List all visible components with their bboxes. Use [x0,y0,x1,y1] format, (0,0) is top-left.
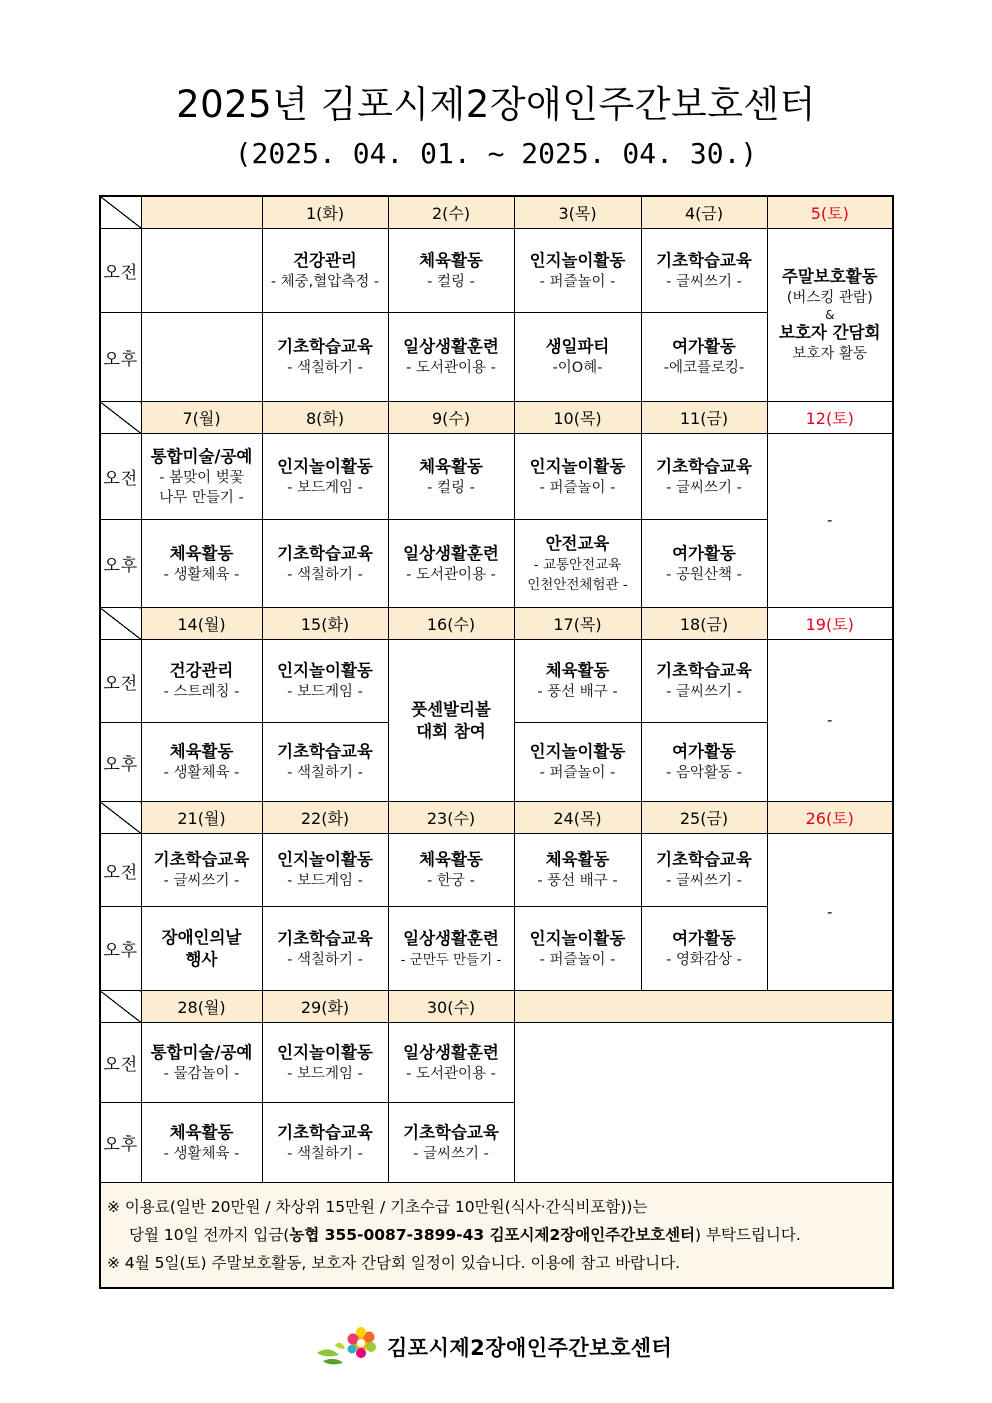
diagonal-corner [100,402,141,434]
activity-detail: - 도서관이용 - [406,566,496,583]
week-3-am-row [100,640,893,723]
activity-detail: - 색칠하기 - [287,1145,363,1162]
week-1-am-row [100,229,893,313]
activity-detail: 나무 만들기 - [159,489,244,506]
activity-cell [514,640,641,723]
date-cell-saturday: 5(토) [767,196,893,229]
activity-title: 기초학습교육 [403,1122,499,1142]
date-cell: 3(목) [514,196,641,229]
diagonal-corner [100,802,141,834]
activity-title: 인지놀이활동 [529,742,626,761]
activity-cell [388,1023,514,1103]
activity-cell [388,313,514,402]
activity-title: 체육활동 [419,850,483,869]
note-weekend: ※ 4월 5일(토) 주말보호활동, 보호자 간담회 일정이 있습니다. 이용에 참고 바랍니다. [107,1254,681,1272]
date-cell: 22(화) [262,802,388,834]
footer-org-name: 김포시제2장애인주간보호센터 [387,1336,673,1360]
ampersand: & [825,308,835,322]
note-payment [107,1221,886,1249]
activity-detail: - 글씨쓰기 - [666,684,742,700]
activity-title: 풋센발리볼 [411,699,491,719]
activity-cell [262,434,388,520]
diagonal-corner [100,991,141,1023]
activity-detail: - 스트레칭 - [163,684,240,700]
activity-title: 기초학습교육 [656,456,752,476]
pm-label: 오후 [100,907,141,991]
activity-cell [141,640,262,723]
activity-title: 보호자 간담회 [779,323,881,342]
date-cell: 18(금) [641,608,767,640]
activity-title: 일상생활훈련 [403,543,499,563]
activity-detail: - 봄맞이 벚꽃 [159,469,244,486]
activity-detail: - 글씨쓰기 - [163,873,240,889]
note-payment-post: ) 부탁드립니다. [695,1226,801,1244]
activity-detail: - 글씨쓰기 - [666,479,742,496]
activity-cell [641,907,767,991]
saturday-activity-cell: - [767,640,893,802]
date-cell-saturday: 26(토) [767,802,893,834]
activity-title: 인지놀이활동 [529,456,626,476]
activity-title: 행사 [185,949,218,969]
activity-detail: - 색칠하기 - [287,360,363,376]
am-label: 오전 [100,640,141,723]
activity-cell [262,1023,388,1103]
activity-detail: - 색칠하기 - [287,765,363,781]
activity-title: 기초학습교육 [277,742,373,761]
pm-label: 오후 [100,723,141,802]
activity-detail: - 물감놀이 - [163,1065,240,1082]
activity-detail: 보호자 활동 [792,346,868,362]
activity-cell [641,834,767,907]
activity-title: 여가활동 [672,337,736,356]
bank-account: 농협 355-0087-3899-43 김포시제2장애인주간보호센터 [289,1226,696,1244]
am-label: 오전 [100,434,141,520]
activity-title: 통합미술/공예 [150,446,253,466]
activity-cell [141,520,262,608]
activity-cell [514,229,641,313]
date-range: (2025. 04. 01. ~ 2025. 04. 30.) [234,137,758,170]
activity-title: 기초학습교육 [656,250,752,270]
activity-detail: - 도서관이용 - [406,360,496,376]
activity-detail: - 색칠하기 - [287,566,363,583]
pm-label: 오후 [100,313,141,402]
date-cell: 9(수) [388,402,514,434]
date-cell: 25(금) [641,802,767,834]
week-3-date-row [100,608,893,640]
activity-cell [641,229,767,313]
activity-title: 체육활동 [169,543,234,563]
activity-detail: 인천안전체험관 - [527,576,628,593]
page-title: 2025년 김포시제2장애인주간보호센터 [176,83,816,126]
week-4-date-row [100,802,893,834]
date-cell: 30(수) [388,991,514,1023]
activity-detail: - 퍼즐놀이 - [539,951,616,968]
activity-title: 여가활동 [672,928,736,948]
activity-detail: - 퍼즐놀이 - [539,479,616,496]
date-cell-saturday: 12(토) [767,402,893,434]
activity-cell [262,723,388,802]
activity-title: 여가활동 [672,742,736,761]
activity-cell [141,434,262,520]
activity-detail: - 도서관이용 - [406,1065,496,1082]
activity-cell [388,229,514,313]
flower-logo-icon [313,1323,383,1367]
week-4-am-row [100,834,893,907]
saturday-activity-cell: - [767,434,893,608]
note-payment-pre: 당월 10일 전까지 입금( [129,1226,290,1244]
activity-detail: - 컬링 - [427,479,475,496]
activity-title: 생일파티 [545,337,610,356]
activity-cell [262,834,388,907]
activity-title: 기초학습교육 [656,850,752,869]
activity-title: 건강관리 [169,661,234,680]
activity-cell [141,1023,262,1103]
activity-title: 건강관리 [293,250,357,270]
activity-detail: (버스킹 관람) [786,290,873,306]
date-cell: 28(월) [141,991,262,1023]
date-cell: 11(금) [641,402,767,434]
date-cell: 4(금) [641,196,767,229]
activity-cell [388,1103,514,1183]
activity-cell [641,723,767,802]
activity-title: 기초학습교육 [277,543,373,563]
week-2-date-row [100,402,893,434]
date-cell: 2(수) [388,196,514,229]
week-5-am-row [100,1023,893,1103]
activity-cell [514,313,641,402]
activity-detail: - 생활체육 - [163,1145,240,1162]
activity-cell [641,640,767,723]
saturday-activity-cell: - [767,834,893,991]
activity-title: 체육활동 [545,850,610,869]
date-cell: 7(월) [141,402,262,434]
activity-cell [388,434,514,520]
date-cell-blank [514,991,893,1023]
activity-detail: -에코플로킹- [663,360,745,376]
date-cell: 21(월) [141,802,262,834]
activity-cell [141,907,262,991]
activity-cell-empty [141,313,262,402]
activity-title: 인지놀이활동 [277,456,373,476]
footer [0,1323,992,1367]
schedule-table [99,195,894,1289]
activity-detail: - 퍼즐놀이 - [539,765,616,781]
activity-title: 인지놀이활동 [277,1042,373,1062]
activity-title: 일상생활훈련 [403,928,499,948]
blank-area [514,1023,893,1183]
am-label: 오전 [100,1023,141,1103]
activity-title: 주말보호활동 [781,267,878,286]
date-cell: 23(수) [388,802,514,834]
activity-cell [262,1103,388,1183]
date-cell: 17(목) [514,608,641,640]
activity-cell [514,834,641,907]
activity-cell [514,434,641,520]
activity-detail: -이O혜- [552,360,603,376]
notes-row [100,1183,893,1289]
activity-title: 여가활동 [672,543,736,563]
activity-detail: - 보드게임 - [287,873,363,889]
diagonal-corner [100,196,141,229]
activity-cell [141,834,262,907]
activity-cell [641,434,767,520]
activity-detail: - 보드게임 - [287,479,363,496]
diagonal-corner [100,608,141,640]
activity-detail: - 생활체육 - [163,566,240,583]
activity-cell [262,907,388,991]
activity-detail: - 음악활동 - [666,765,742,781]
activity-detail: - 퍼즐놀이 - [539,273,616,290]
activity-title: 안전교육 [545,533,610,553]
note-fee: ※ 이용료(일반 20만원 / 차상위 15만원 / 기초수급 10만원(식사·간식비포함))는 [107,1198,648,1216]
activity-title: 인지놀이활동 [529,250,626,270]
activity-cell [388,834,514,907]
date-cell [141,196,262,229]
activity-cell-empty [141,229,262,313]
date-cell: 10(목) [514,402,641,434]
date-cell-saturday: 19(토) [767,608,893,640]
saturday-activity-cell [767,229,893,402]
activity-detail: - 풍선 배구 - [537,873,618,889]
activity-detail: - 글씨쓰기 - [413,1145,489,1162]
activity-cell [262,520,388,608]
activity-cell [514,907,641,991]
am-label: 오전 [100,229,141,313]
date-cell: 1(화) [262,196,388,229]
activity-cell [514,520,641,608]
activity-title: 기초학습교육 [656,661,752,680]
activity-detail: - 군만두 만들기 - [400,951,502,968]
date-cell: 16(수) [388,608,514,640]
activity-title: 대회 참여 [416,721,486,741]
activity-detail: - 색칠하기 - [287,951,363,968]
activity-cell [141,723,262,802]
activity-detail: - 한궁 - [427,873,475,889]
activity-title: 일상생활훈련 [403,1042,499,1062]
activity-title: 체육활동 [419,456,483,476]
date-cell: 24(목) [514,802,641,834]
date-cell: 15(화) [262,608,388,640]
activity-detail: - 영화감상 - [666,951,742,968]
activity-detail: - 보드게임 - [287,684,363,700]
activity-detail: - 풍선 배구 - [537,684,618,700]
activity-title: 장애인의날 [161,927,242,947]
activity-detail: - 컬링 - [427,273,475,290]
activity-cell [388,520,514,608]
activity-detail: - 보드게임 - [287,1065,363,1082]
activity-detail: - 글씨쓰기 - [666,273,742,290]
activity-title: 일상생활훈련 [403,337,499,356]
activity-title: 체육활동 [545,661,610,680]
activity-cell [262,229,388,313]
notes-cell [100,1183,893,1289]
activity-cell [641,520,767,608]
activity-cell-merged [388,640,514,802]
pm-label: 오후 [100,520,141,608]
activity-detail: - 공원산책 - [666,566,742,583]
activity-detail: - 글씨쓰기 - [666,873,742,889]
week-5-date-row [100,991,893,1023]
date-cell: 8(화) [262,402,388,434]
activity-title: 기초학습교육 [277,1122,373,1142]
activity-title: 기초학습교육 [277,928,373,948]
activity-cell [262,640,388,723]
activity-detail: - 생활체육 - [163,765,240,781]
activity-detail: - 교통안전교육 [533,556,622,573]
activity-title: 인지놀이활동 [277,661,373,680]
date-cell: 29(화) [262,991,388,1023]
activity-cell [262,313,388,402]
activity-title: 체육활동 [169,742,234,761]
activity-title: 인지놀이활동 [529,928,626,948]
activity-cell [388,907,514,991]
activity-title: 체육활동 [169,1122,234,1142]
date-cell: 14(월) [141,608,262,640]
activity-title: 인지놀이활동 [277,850,373,869]
week-1-date-row [100,196,893,229]
activity-title: 체육활동 [419,250,483,270]
activity-cell [514,723,641,802]
activity-cell [141,1103,262,1183]
week-2-am-row [100,434,893,520]
activity-detail: - 체중,혈압측정 - [270,273,380,290]
activity-title: 기초학습교육 [277,337,373,356]
activity-title: 기초학습교육 [153,850,250,869]
activity-title: 통합미술/공예 [150,1042,253,1062]
activity-cell [641,313,767,402]
am-label: 오전 [100,834,141,907]
pm-label: 오후 [100,1103,141,1183]
